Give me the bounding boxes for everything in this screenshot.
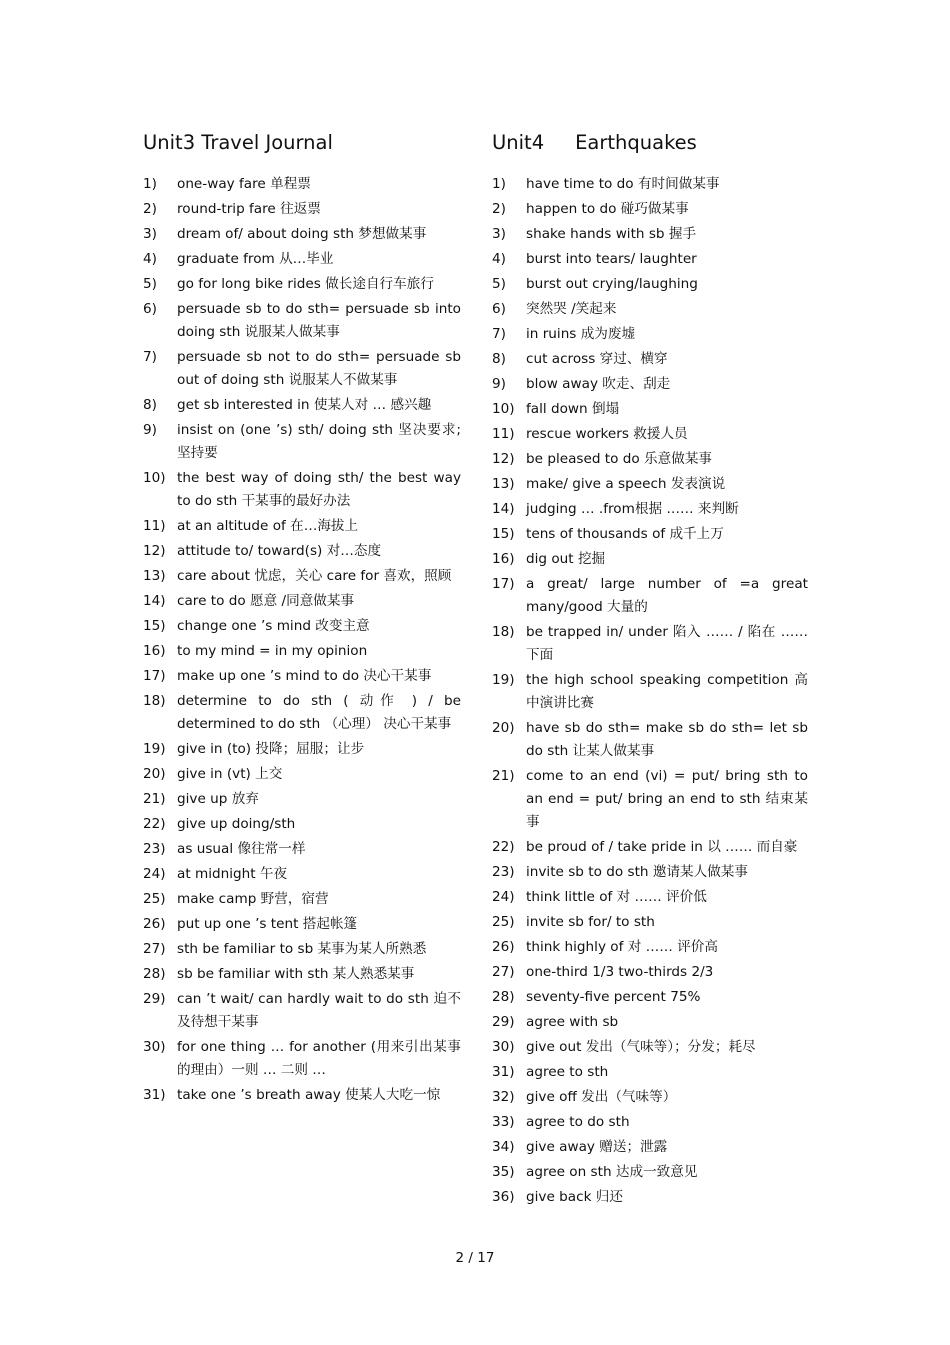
item-text: give in (vt) 上交 xyxy=(177,766,283,782)
item-number: 15) xyxy=(143,618,166,634)
vocab-item xyxy=(492,986,808,1009)
item-number: 19) xyxy=(143,741,166,757)
item-text: invite sb to do sth 邀请某人做某事 xyxy=(526,864,748,880)
item-number: 13) xyxy=(492,476,515,492)
vocab-item xyxy=(492,173,808,196)
item-text: sb be familiar with sth 某人熟悉某事 xyxy=(177,966,415,982)
item-number: 35) xyxy=(492,1164,515,1180)
vocab-item xyxy=(143,540,461,563)
item-number: 2) xyxy=(143,201,157,217)
item-number: 14) xyxy=(492,501,515,517)
item-number: 9) xyxy=(143,422,157,438)
vocab-item xyxy=(143,863,461,886)
item-text: fall down 倒塌 xyxy=(526,401,620,417)
item-text: dig out 挖掘 xyxy=(526,551,606,567)
item-text: one-third 1/3 two-thirds 2/3 xyxy=(526,964,714,980)
vocab-item xyxy=(143,1036,461,1082)
vocab-item xyxy=(492,836,808,859)
item-number: 31) xyxy=(492,1064,515,1080)
item-text: think little of 对 …… 评价低 xyxy=(526,889,707,905)
item-number: 10) xyxy=(492,401,515,417)
item-text: rescue workers 救援人员 xyxy=(526,426,688,442)
vocab-item xyxy=(143,938,461,961)
vocab-item xyxy=(492,911,808,934)
item-number: 3) xyxy=(143,226,157,242)
vocab-item xyxy=(492,348,808,371)
vocab-item xyxy=(143,888,461,911)
vocab-item xyxy=(143,738,461,761)
vocab-item xyxy=(143,515,461,538)
item-number: 8) xyxy=(492,351,506,367)
item-text: make up one ’s mind to do 决心干某事 xyxy=(177,668,432,684)
vocab-item xyxy=(492,886,808,909)
item-text: persuade sb to do sth= persuade sb into doing sth 说服某人做某事 xyxy=(177,301,461,340)
item-text: attitude to/ toward(s) 对…态度 xyxy=(177,543,382,559)
vocab-item xyxy=(492,1111,808,1134)
vocab-item xyxy=(143,467,461,513)
item-number: 29) xyxy=(492,1014,515,1030)
item-number: 23) xyxy=(492,864,515,880)
item-text: insist on (one ’s) sth/ doing sth 坚决要求; 坚持要 xyxy=(177,422,461,461)
item-number: 20) xyxy=(143,766,166,782)
item-number: 21) xyxy=(492,768,515,784)
vocab-item xyxy=(143,665,461,688)
item-text: go for long bike rides 做长途自行车旅行 xyxy=(177,276,434,292)
item-text: blow away 吹走、刮走 xyxy=(526,376,671,392)
item-text: be proud of / take pride in 以 …… 而自豪 xyxy=(526,839,798,855)
item-text: shake hands with sb 握手 xyxy=(526,226,697,242)
vocab-item xyxy=(143,913,461,936)
right-column xyxy=(492,130,808,1211)
item-text: have time to do 有时间做某事 xyxy=(526,176,720,192)
item-number: 18) xyxy=(492,624,515,640)
vocab-item xyxy=(492,1136,808,1159)
vocab-item xyxy=(143,963,461,986)
item-number: 36) xyxy=(492,1189,515,1205)
item-number: 5) xyxy=(492,276,506,292)
item-number: 30) xyxy=(492,1039,515,1055)
vocab-item xyxy=(143,394,461,417)
item-text: at midnight 午夜 xyxy=(177,866,288,882)
vocab-item xyxy=(492,448,808,471)
vocab-item xyxy=(143,640,461,663)
item-number: 12) xyxy=(492,451,515,467)
unit4-vocab-list xyxy=(492,173,808,1209)
item-number: 34) xyxy=(492,1139,515,1155)
item-text: for one thing … for another (用来引出某事的理由）一则 … 二则 … xyxy=(177,1039,461,1078)
vocab-item xyxy=(143,273,461,296)
item-number: 26) xyxy=(143,916,166,932)
item-text: be trapped in/ under 陷入 …… / 陷在 …… 下面 xyxy=(526,624,808,663)
item-number: 4) xyxy=(143,251,157,267)
item-text: give back 归还 xyxy=(526,1189,623,1205)
vocab-item xyxy=(143,223,461,246)
item-text: give away 赠送；泄露 xyxy=(526,1139,668,1155)
item-text: determine to do sth ( 动作 ) / be determined to do sth （心理） 决心干某事 xyxy=(177,693,461,732)
vocab-item xyxy=(492,669,808,715)
unit3-vocab-list xyxy=(143,173,461,1107)
item-number: 1) xyxy=(143,176,157,192)
item-number: 17) xyxy=(492,576,515,592)
vocab-item xyxy=(492,548,808,571)
item-number: 17) xyxy=(143,668,166,684)
item-text: invite sb for/ to sth xyxy=(526,914,655,930)
item-number: 25) xyxy=(492,914,515,930)
item-text: seventy-five percent 75% xyxy=(526,989,701,1005)
item-number: 2) xyxy=(492,201,506,217)
item-text: give out 发出（气味等）；分发；耗尽 xyxy=(526,1039,756,1055)
vocab-item xyxy=(492,861,808,884)
item-text: give up 放弃 xyxy=(177,791,259,807)
item-number: 28) xyxy=(143,966,166,982)
item-text: agree with sb xyxy=(526,1014,619,1030)
item-text: make/ give a speech 发表演说 xyxy=(526,476,726,492)
item-number: 18) xyxy=(143,693,166,709)
item-number: 30) xyxy=(143,1039,166,1055)
vocab-item xyxy=(143,419,461,465)
item-text: happen to do 碰巧做某事 xyxy=(526,201,689,217)
vocab-item xyxy=(492,398,808,421)
vocab-item xyxy=(492,1011,808,1034)
item-number: 19) xyxy=(492,672,515,688)
item-number: 9) xyxy=(492,376,506,392)
item-text: make camp 野营，宿营 xyxy=(177,891,329,907)
vocab-item xyxy=(492,1036,808,1059)
item-number: 13) xyxy=(143,568,166,584)
item-text: give in (to) 投降；屈服；让步 xyxy=(177,741,365,757)
item-number: 28) xyxy=(492,989,515,1005)
unit3-title: Unit3 Travel Journal xyxy=(143,131,333,154)
item-number: 3) xyxy=(492,226,506,242)
item-number: 11) xyxy=(492,426,515,442)
vocab-item xyxy=(492,373,808,396)
vocab-item xyxy=(492,473,808,496)
vocab-item xyxy=(492,936,808,959)
item-text: round-trip fare 往返票 xyxy=(177,201,321,217)
item-number: 7) xyxy=(143,349,157,365)
vocab-item xyxy=(492,1061,808,1084)
item-text: change one ’s mind 改变主意 xyxy=(177,618,370,634)
item-text: sth be familiar to sb 某事为某人所熟悉 xyxy=(177,941,427,957)
item-text: agree to sth xyxy=(526,1064,609,1080)
item-number: 21) xyxy=(143,791,166,807)
item-number: 24) xyxy=(143,866,166,882)
item-text: graduate from 从…毕业 xyxy=(177,251,334,267)
vocab-item xyxy=(143,346,461,392)
item-text: 突然哭 /笑起来 xyxy=(526,301,617,317)
vocab-item xyxy=(492,961,808,984)
vocab-item xyxy=(492,523,808,546)
item-number: 4) xyxy=(492,251,506,267)
item-text: agree on sth 达成一致意见 xyxy=(526,1164,698,1180)
vocab-item xyxy=(492,248,808,271)
item-text: dream of/ about doing sth 梦想做某事 xyxy=(177,226,427,242)
item-text: give up doing/sth xyxy=(177,816,296,832)
vocab-item xyxy=(492,717,808,763)
vocab-item xyxy=(492,573,808,619)
item-text: cut across 穿过、横穿 xyxy=(526,351,668,367)
vocab-item xyxy=(492,323,808,346)
page-number: 2 / 17 xyxy=(455,1250,495,1266)
item-text: think highly of 对 …… 评价高 xyxy=(526,939,718,955)
item-number: 10) xyxy=(143,470,166,486)
item-text: be pleased to do 乐意做某事 xyxy=(526,451,713,467)
item-text: the best way of doing sth/ the best way to do sth 干某事的最好办法 xyxy=(177,470,461,509)
vocab-item xyxy=(143,838,461,861)
item-text: in ruins 成为废墟 xyxy=(526,326,636,342)
unit4-title: Unit4 Earthquakes xyxy=(492,131,697,154)
item-text: the high school speaking competition 高中演讲比赛 xyxy=(526,672,808,711)
vocab-item xyxy=(143,173,461,196)
item-text: take one ’s breath away 使某人大吃一惊 xyxy=(177,1087,441,1103)
vocab-item xyxy=(492,498,808,521)
item-number: 22) xyxy=(492,839,515,855)
item-number: 23) xyxy=(143,841,166,857)
item-number: 26) xyxy=(492,939,515,955)
item-number: 14) xyxy=(143,593,166,609)
item-number: 12) xyxy=(143,543,166,559)
vocab-item xyxy=(143,788,461,811)
item-text: care about 忧虑，关心 care for 喜欢，照顾 xyxy=(177,568,452,584)
item-text: burst out crying/laughing xyxy=(526,276,698,292)
item-number: 1) xyxy=(492,176,506,192)
item-text: judging … .from根据 …… 来判断 xyxy=(526,501,739,517)
vocab-item xyxy=(492,273,808,296)
vocab-item xyxy=(143,1084,461,1107)
item-text: put up one ’s tent 搭起帐篷 xyxy=(177,916,358,932)
item-number: 29) xyxy=(143,991,166,1007)
item-number: 22) xyxy=(143,816,166,832)
item-number: 7) xyxy=(492,326,506,342)
vocab-item xyxy=(492,198,808,221)
vocab-item xyxy=(492,423,808,446)
vocab-item xyxy=(492,1161,808,1184)
item-text: persuade sb not to do sth= persuade sb out of doing sth 说服某人不做某事 xyxy=(177,349,461,388)
vocab-item xyxy=(143,813,461,836)
item-text: give off 发出（气味等） xyxy=(526,1089,677,1105)
vocab-item xyxy=(492,1086,808,1109)
vocab-item xyxy=(492,223,808,246)
item-number: 33) xyxy=(492,1114,515,1130)
vocab-item xyxy=(143,615,461,638)
vocab-item xyxy=(143,763,461,786)
item-number: 5) xyxy=(143,276,157,292)
item-number: 6) xyxy=(492,301,506,317)
item-number: 15) xyxy=(492,526,515,542)
item-number: 16) xyxy=(492,551,515,567)
vocab-item xyxy=(492,765,808,834)
item-number: 16) xyxy=(143,643,166,659)
item-text: as usual 像往常一样 xyxy=(177,841,306,857)
item-number: 8) xyxy=(143,397,157,413)
vocab-item xyxy=(492,1186,808,1209)
vocab-item xyxy=(492,298,808,321)
item-number: 24) xyxy=(492,889,515,905)
vocab-item xyxy=(143,565,461,588)
vocab-item xyxy=(143,988,461,1034)
item-number: 11) xyxy=(143,518,166,534)
item-number: 20) xyxy=(492,720,515,736)
item-number: 27) xyxy=(492,964,515,980)
vocab-item xyxy=(492,621,808,667)
item-text: at an altitude of 在…海拔上 xyxy=(177,518,359,534)
left-column xyxy=(143,130,461,1109)
item-number: 27) xyxy=(143,941,166,957)
item-text: get sb interested in 使某人对 … 感兴趣 xyxy=(177,397,432,413)
vocab-item xyxy=(143,590,461,613)
vocab-item xyxy=(143,248,461,271)
item-text: to my mind = in my opinion xyxy=(177,643,368,659)
item-number: 32) xyxy=(492,1089,515,1105)
item-text: can ’t wait/ can hardly wait to do sth 迫不及待想干某事 xyxy=(177,991,461,1030)
item-number: 25) xyxy=(143,891,166,907)
vocab-item xyxy=(143,690,461,736)
item-text: have sb do sth= make sb do sth= let sb do sth 让某人做某事 xyxy=(526,720,808,759)
vocab-item xyxy=(143,298,461,344)
item-text: come to an end (vi) = put/ bring sth to an end = put/ bring an end to sth 结束某事 xyxy=(526,768,808,830)
item-number: 31) xyxy=(143,1087,166,1103)
item-text: a great/ large number of =a great many/good 大量的 xyxy=(526,576,808,615)
item-text: agree to do sth xyxy=(526,1114,630,1130)
vocab-item xyxy=(143,198,461,221)
item-number: 6) xyxy=(143,301,157,317)
item-text: tens of thousands of 成千上万 xyxy=(526,526,724,542)
item-text: care to do 愿意 /同意做某事 xyxy=(177,593,355,609)
item-text: burst into tears/ laughter xyxy=(526,251,697,267)
item-text: one-way fare 单程票 xyxy=(177,176,311,192)
